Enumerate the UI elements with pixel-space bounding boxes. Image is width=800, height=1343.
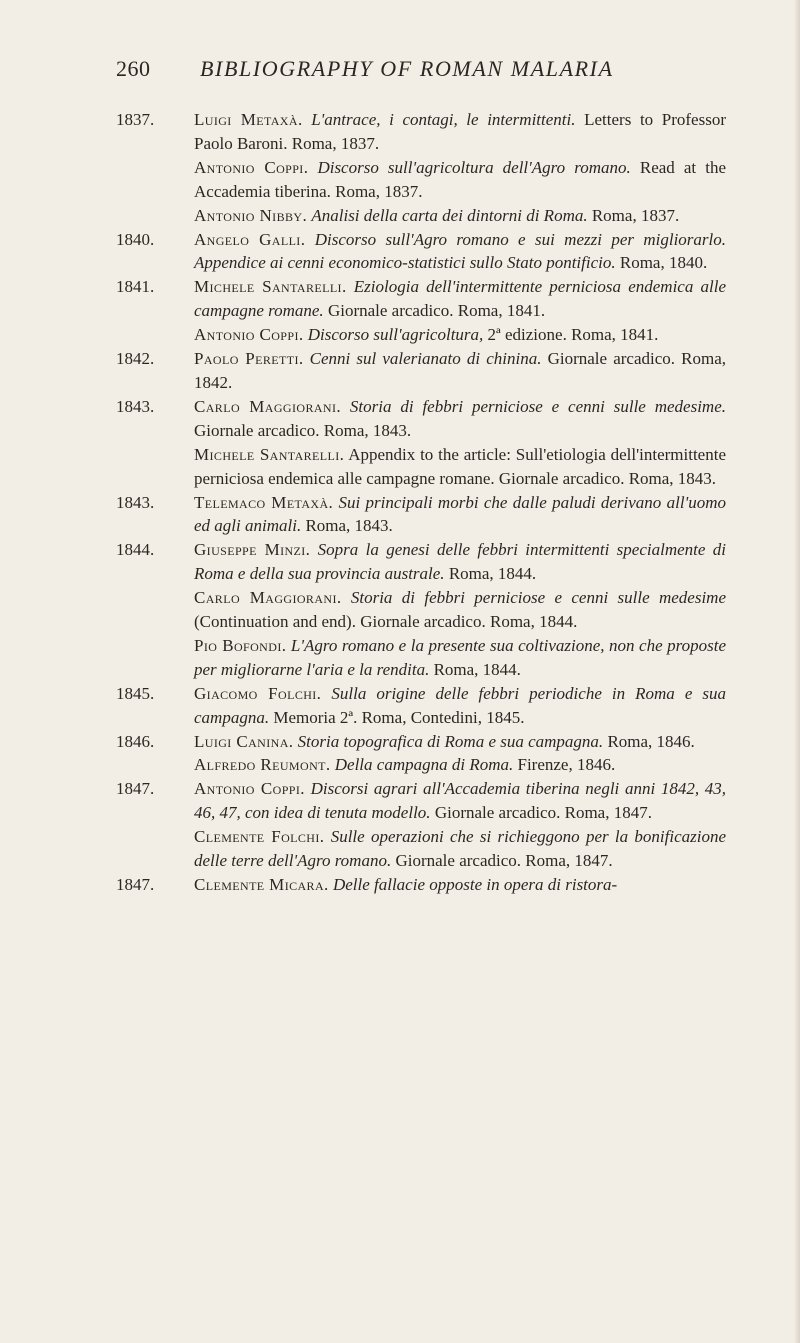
entry-publication: Letters to Professor Paolo Baroni. Roma, 1837. [194, 110, 726, 153]
entry-author: Luigi Canina. [194, 731, 294, 751]
entry-author: Clemente Micara. [194, 875, 329, 894]
entry-publication: Giornale arcadico. Roma, 1847. [434, 803, 652, 823]
bibliography-entry [116, 395, 726, 443]
page-number: 260 [116, 56, 151, 81]
entry-year: 1846. [116, 731, 155, 751]
entry-author: Antonio Nibby. [194, 205, 308, 225]
entry-publication: Roma, 1840. [619, 253, 708, 273]
entry-year: 1845. [116, 683, 155, 703]
entry-publication: Roma, 1846. [607, 731, 695, 751]
entry-author: Carlo Maggiorani. [194, 396, 342, 416]
entry-text [194, 323, 726, 347]
bibliography-entry [116, 825, 726, 873]
entry-title: Sulla origine delle febbri periodiche in Roma e sua campagna. [194, 683, 727, 727]
entry-text [194, 753, 726, 777]
entry-author: Antonio Coppi. [194, 779, 305, 799]
entry-publication: Roma, 1844. [433, 659, 521, 679]
bibliography-entry [116, 538, 726, 586]
entry-author: Antonio Coppi. [194, 157, 309, 177]
entry-author: Clemente Folchi. [194, 827, 325, 847]
entry-author: Telemaco Metaxà. [194, 492, 334, 512]
entry-title: L'antrace, i contagi, le intermittenti. [311, 110, 576, 129]
running-title: BIBLIOGRAPHY OF ROMAN MALARIA [200, 56, 614, 81]
entry-title: Delle fallacie opposte in opera di ristora- [332, 875, 618, 894]
entry-title: Discorso sull'Agro romano e sui mezzi per migliorarlo. Appendice ai cenni economico-statistici sullo Stato pontificio. [194, 229, 727, 273]
bibliography-entry [116, 323, 726, 347]
bibliography-entry [116, 347, 726, 395]
entry-publication: Roma, 1843. [305, 516, 393, 536]
entry-text [194, 443, 726, 491]
entry-publication: Roma, 1837. [591, 205, 680, 225]
entry-author: Angelo Galli. [194, 229, 306, 249]
entry-publication: Giornale arcadico. Roma, 1841. [327, 301, 546, 321]
entry-publication: 2ª edizione. Roma, 1841. [487, 325, 659, 345]
bibliography-entry [116, 682, 726, 730]
bibliography-entry [116, 443, 726, 491]
entry-text [194, 873, 726, 897]
entry-title: Storia di febbri perniciose e cenni sulle medesime. [349, 396, 726, 416]
entry-publication: Read at the Accademia tiberina. Roma, 1837. [194, 157, 727, 201]
entry-publication: Giornale arcadico. Roma, 1843. [194, 420, 412, 440]
entry-publication: Giornale arcadico. Roma, 1847. [395, 851, 613, 871]
entry-publication: Appendix to the article: Sull'etiologia dell'intermittente perniciosa endemica alle campagne romane. Giornale arcadico. Roma, 1843. [194, 444, 726, 488]
entry-text [194, 347, 726, 395]
entry-title: Sopra la genesi delle febbri intermittenti specialmente di Roma e della sua provincia australe. [194, 540, 726, 584]
entry-author: Paolo Peretti. [194, 349, 304, 369]
entry-year: 1847. [116, 779, 155, 799]
entry-title: L'Agro romano e la presente sua coltivazione, non che proposte per migliorarne l'aria e la rendita. [194, 635, 727, 679]
entry-title: Eziologia dell'intermittente perniciosa endemica alle campagne romane. [194, 277, 727, 321]
entry-title: Cenni sul valerianato di chinina. [309, 349, 542, 369]
bibliography-entry [116, 730, 726, 754]
entry-title: Discorsi agrari all'Accademia tiberina negli anni 1842, 43, 46, 47, con idea di tenuta modello. [194, 779, 727, 823]
entry-publication: (Continuation and end). Giornale arcadico. Roma, 1844. [194, 612, 578, 632]
bibliography-entry [116, 873, 726, 897]
entry-year: 1841. [116, 277, 155, 297]
entry-title: Analisi della carta dei dintorni di Roma. [311, 205, 588, 225]
bibliography-entries [116, 108, 726, 897]
entry-title: Storia di febbri perniciose e cenni sulle medesime [350, 588, 727, 608]
entry-text [194, 275, 726, 323]
entry-author: Luigi Metaxà. [194, 110, 303, 129]
entry-title: Discorso sull'agricoltura, [307, 325, 484, 345]
entry-year: 1843. [116, 492, 155, 512]
entry-author: Michele Santarelli. [194, 277, 347, 297]
entry-text [194, 108, 726, 156]
entry-year: 1837. [116, 110, 155, 129]
entry-title: Sui principali morbi che dalle paludi derivano all'uomo ed agli animali. [194, 492, 726, 536]
entry-title: Storia topografica di Roma e sua campagna. [297, 731, 604, 751]
entry-text [194, 156, 726, 204]
entry-publication: Firenze, 1846. [517, 755, 616, 775]
entry-author: Pio Bofondi. [194, 635, 287, 655]
bibliography-entry [116, 156, 726, 204]
bibliography-entry [116, 204, 726, 228]
entry-text [194, 491, 726, 539]
entry-author: Giuseppe Minzi. [194, 540, 311, 560]
entry-text [194, 682, 726, 730]
bibliography-entry [116, 491, 726, 539]
entry-year: 1847. [116, 875, 155, 894]
entry-text [194, 228, 726, 276]
entry-text [194, 538, 726, 586]
bibliography-entry [116, 777, 726, 825]
entry-title: Della campagna di Roma. [334, 755, 514, 775]
entry-text [194, 586, 726, 634]
entry-author: Michele Santarelli. [194, 444, 345, 464]
page-edge [794, 0, 800, 1343]
entry-author: Giacomo Folchi. [194, 683, 322, 703]
bibliography-entry [116, 753, 726, 777]
bibliography-entry [116, 586, 726, 634]
entry-author: Carlo Maggiorani. [194, 588, 342, 608]
entry-year: 1843. [116, 396, 155, 416]
entry-text [194, 777, 726, 825]
entry-year: 1842. [116, 349, 155, 369]
running-head [116, 56, 696, 86]
entry-text [194, 730, 726, 754]
entry-publication: Memoria 2ª. Roma, Contedini, 1845. [273, 707, 525, 727]
entry-text [194, 395, 726, 443]
entry-year: 1844. [116, 540, 155, 560]
entry-title: Sulle operazioni che si richieggono per la bonificazione delle terre dell'Agro romano. [194, 827, 727, 871]
entry-text [194, 825, 726, 873]
entry-text [194, 634, 726, 682]
bibliography-entry [116, 634, 726, 682]
entry-author: Antonio Coppi. [194, 325, 304, 345]
entry-year: 1840. [116, 229, 155, 249]
bibliography-entry [116, 228, 726, 276]
entry-author: Alfredo Reumont. [194, 755, 331, 775]
entry-publication: Roma, 1844. [448, 564, 537, 584]
bibliography-entry [116, 108, 726, 156]
entry-text [194, 204, 726, 228]
entry-publication: Giornale arcadico. Roma, 1842. [194, 349, 726, 392]
bibliography-entry [116, 275, 726, 323]
entry-title: Discorso sull'agricoltura dell'Agro romano. [317, 157, 631, 177]
